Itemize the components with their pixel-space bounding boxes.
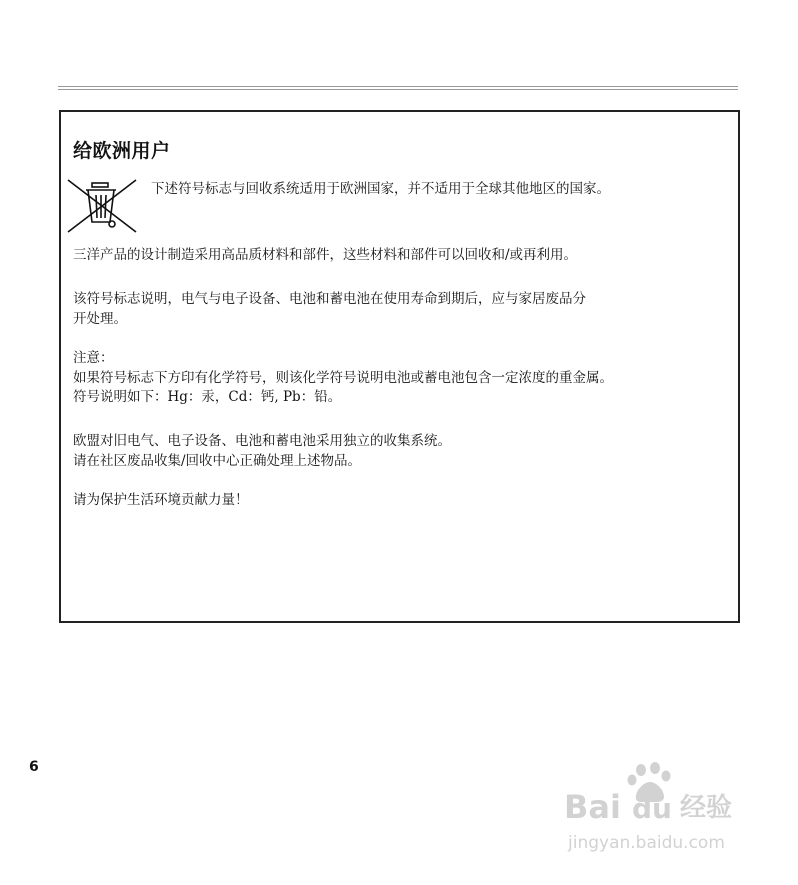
closing-text: 请为保护生活环境贡献力量！ — [73, 492, 249, 508]
svg-text:经验: 经验 — [680, 793, 733, 823]
page-number: 6 — [29, 759, 39, 775]
note-label: 注意： — [73, 350, 114, 366]
recycling-text: 三洋产品的设计制造采用高品质材料和部件，这些材料和部件可以回收和/或再利用。 — [73, 247, 578, 263]
symbol-meaning-line-1: 该符号标志说明，电气与电子设备、电池和蓄电池在使用寿命到期后，应与家居废品分 — [73, 291, 586, 307]
symbol-applicability-text: 下述符号标志与回收系统适用于欧洲国家，并不适用于全球其他地区的国家。 — [151, 181, 610, 197]
eu-collection-line-1: 欧盟对旧电气、电子设备、电池和蓄电池采用独立的收集系统。 — [73, 433, 451, 449]
header-rule-bottom — [58, 89, 738, 90]
eu-collection-line-2: 请在社区废品收集/回收中心正确处理上述物品。 — [73, 453, 362, 469]
baidu-watermark-logo — [560, 762, 755, 857]
svg-text:du: du — [632, 792, 672, 825]
notice-title: 给欧洲用户 — [73, 140, 171, 162]
symbol-meaning-line-2: 开处理。 — [73, 311, 127, 327]
note-line-2: 符号说明如下：Hg：汞，Cd：钙, Pb：铅。 — [73, 389, 342, 405]
svg-text:jingyan.baidu.com: jingyan.baidu.com — [568, 833, 725, 853]
header-rule-top — [58, 86, 738, 87]
svg-text:Bai: Bai — [564, 788, 621, 826]
note-line-1: 如果符号标志下方印有化学符号，则该化学符号说明电池或蓄电池包含一定浓度的重金属。 — [73, 370, 613, 386]
weee-bin-icon — [66, 178, 138, 234]
